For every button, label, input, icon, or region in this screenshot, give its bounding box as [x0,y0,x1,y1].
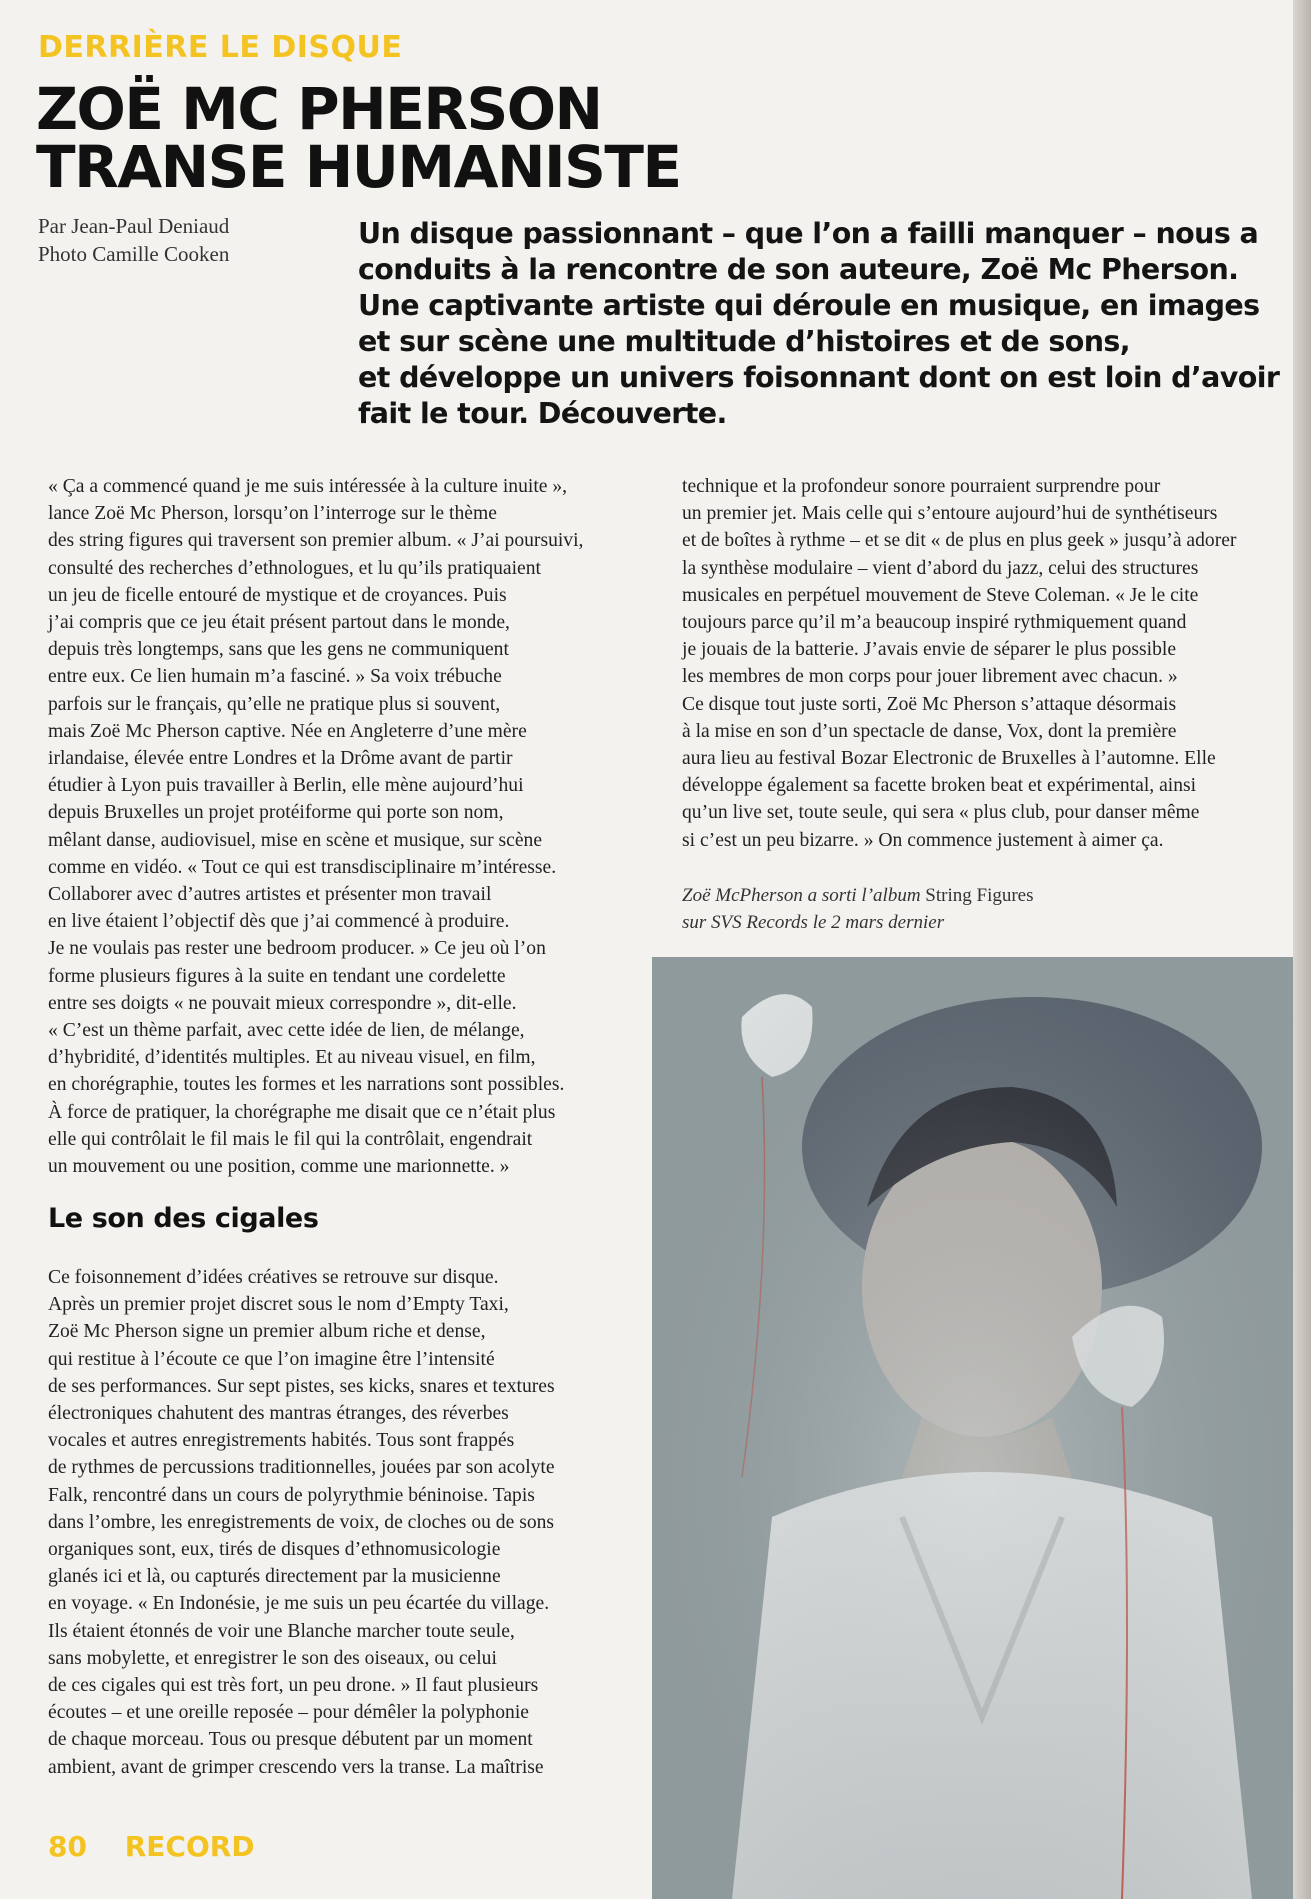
body-line: un jeu de ficelle entouré de mystique et de croyances. Puis [48,584,507,606]
body-column-left-bottom [48,1264,555,1781]
body-line: sans mobylette, et enregistrer le son des oiseaux, ou celui [48,1647,497,1669]
body-line: technique et la profondeur sonore pourraient surprendre pour [682,476,1161,497]
body-line: en live étaient l’objectif dès que j’ai commencé à produire. [48,911,510,933]
lead-line: et développe un univers foisonnant dont on est loin d’avoir [358,361,1280,394]
body-line: des string figures qui traversent son premier album. « J’ai poursuivi, [48,530,584,552]
body-line: Collaborer avec d’autres artistes et présenter mon travail [48,884,492,906]
lead-paragraph [358,216,1288,432]
body-line: « C’est un thème parfait, avec cette idée de lien, de mélange, [48,1020,525,1042]
body-line: Ce disque tout juste sorti, Zoë Mc Pherson s’attaque désormais [682,693,1177,715]
body-line: si c’est un peu bizarre. » On commence justement à aimer ça. [682,829,1164,851]
body-line: les membres de mon corps pour jouer librement avec chacun. » [682,666,1178,688]
body-line: qui restitue à l’écoute ce que l’on imagine être l’intensité [48,1348,495,1370]
body-line: Après un premier projet discret sous le nom d’Empty Taxi, [48,1294,509,1316]
body-line: développe également sa facette broken beat et expérimental, ainsi [682,775,1197,797]
body-line: un mouvement ou une position, comme une marionnette. » [48,1156,510,1178]
body-line: toujours parce qu’il m’a beaucoup inspiré rythmiquement quand [682,612,1187,634]
body-line: Ils étaient étonnés de voir une Blanche marcher toute seule, [48,1620,515,1642]
body-line: entre ses doigts « ne pouvait mieux correspondre », dit-elle. [48,992,517,1014]
body-line: Je ne voulais pas rester une bedroom producer. » Ce jeu où l’on [48,938,546,960]
lead-line: fait le tour. Découverte. [358,397,727,430]
body-line: comme en vidéo. « Tout ce qui est transdisciplinaire m’intéresse. [48,856,557,878]
photo-credit: Photo Camille Cooken [38,242,230,266]
body-line: la synthèse modulaire – vient d’abord du jazz, celui des structures [682,557,1199,579]
body-column-right [682,473,1236,854]
article-title [36,75,681,201]
caption-line: sur SVS Records le 2 mars dernier [682,912,945,933]
body-line: de rythmes de percussions traditionnelles, jouées par son acolyte [48,1457,555,1479]
body-line: parfois sur le français, qu’elle ne pratique plus si souvent, [48,693,501,715]
body-line: lance Zoë Mc Pherson, lorsqu’on l’interroge sur le thème [48,503,497,525]
body-line: forme plusieurs figures à la suite en tendant une cordelette [48,965,506,987]
artist-photo [652,957,1293,1899]
body-line: et de boîtes à rythme – et se dit « de plus en plus geek » jusqu’à adorer [682,530,1237,552]
body-line: écoutes – et une oreille reposée – pour démêler la polyphonie [48,1702,529,1724]
body-line: de ses performances. Sur sept pistes, ses kicks, snares et textures [48,1375,555,1397]
body-line: électroniques chahutent des mantras étranges, des réverbes [48,1403,509,1425]
page-footer [48,1830,255,1863]
byline [38,212,229,268]
body-line: à la mise en son d’un spectacle de danse, Vox, dont la première [682,720,1177,742]
body-line: mais Zoë Mc Pherson captive. Née en Angleterre d’une mère [48,720,527,742]
body-line: en voyage. « En Indonésie, je me suis un peu écartée du village. [48,1593,550,1615]
body-line: qu’un live set, toute seule, qui sera « plus club, pour danser même [682,802,1200,824]
body-line: À force de pratiquer, la chorégraphe me disait que ce n’était plus [48,1101,556,1123]
body-line: mêlant danse, audiovisuel, mise en scène et musique, sur scène [48,829,543,851]
body-line: depuis très longtemps, sans que les gens ne communiquent [48,639,509,661]
body-line: je jouais de la batterie. J’avais envie de séparer le plus possible [682,639,1177,661]
body-line: en chorégraphie, toutes les formes et les narrations sont possibles. [48,1074,565,1096]
body-column-left-top [48,473,583,1180]
title-line: ZOË MC PHERSON [36,75,602,143]
album-title: String Figures [925,885,1034,906]
title-line: TRANSE HUMANISTE [36,133,681,201]
section-kicker: DERRIÈRE LE DISQUE [38,30,403,65]
photo-caption [682,882,1034,936]
body-line: dans l’ombre, les enregistrements de voix, de cloches ou de sons [48,1511,555,1533]
caption-line: Zoë McPherson a sorti l’album String Figures [682,885,1034,906]
body-line: un premier jet. Mais celle qui s’entoure aujourd’hui de synthétiseurs [682,503,1218,525]
page-edge-shadow [1293,0,1311,1899]
body-line: ambient, avant de grimper crescendo vers la transe. La maîtrise [48,1756,544,1778]
body-line: irlandaise, élevée entre Londres et la Drôme avant de partir [48,748,513,770]
lead-line: et sur scène une multitude d’histoires et de sons, [358,325,1131,358]
lead-line: Une captivante artiste qui déroule en musique, en images [358,289,1260,322]
page-number: 80 [48,1830,87,1863]
body-line: elle qui contrôlait le fil mais le fil qui la contrôlait, engendrait [48,1128,533,1150]
author-credit: Par Jean-Paul Deniaud [38,214,230,238]
lead-line: Un disque passionnant – que l’on a failli manquer – nous a [358,217,1259,250]
body-line: j’ai compris que ce jeu était présent partout dans le monde, [48,612,510,634]
body-line: musicales en perpétuel mouvement de Steve Coleman. « Je le cite [682,584,1199,606]
body-line: « Ça a commencé quand je me suis intéressée à la culture inuite », [48,476,568,497]
section-subheading: Le son des cigales [48,1203,319,1234]
body-line: d’hybridité, d’identités multiples. Et au niveau visuel, en film, [48,1047,536,1069]
body-line: vocales et autres enregistrements habités. Tous sont frappés [48,1430,515,1452]
lead-line: conduits à la rencontre de son auteure, Zoë Mc Pherson. [358,253,1239,286]
magazine-name: RECORD [124,1830,255,1863]
body-line: depuis Bruxelles un projet protéiforme qui porte son nom, [48,802,504,824]
body-line: Ce foisonnement d’idées créatives se retrouve sur disque. [48,1267,499,1288]
body-line: glanés ici et là, ou capturés directement par la musicienne [48,1566,501,1588]
body-line: Falk, rencontré dans un cours de polyrythmie béninoise. Tapis [48,1484,535,1506]
body-line: entre eux. Ce lien humain m’a fasciné. » Sa voix trébuche [48,666,502,688]
body-line: aura lieu au festival Bozar Electronic de Bruxelles à l’automne. Elle [682,748,1216,770]
body-line: organiques sont, eux, tirés de disques d’ethnomusicologie [48,1539,501,1561]
body-line: Zoë Mc Pherson signe un premier album riche et dense, [48,1321,486,1343]
body-line: consulté des recherches d’ethnologues, et lu qu’ils pratiquaient [48,557,541,579]
photo-illustration [652,957,1293,1899]
body-line: étudier à Lyon puis travailler à Berlin, elle mène aujourd’hui [48,775,524,797]
body-line: de chaque morceau. Tous ou presque débutent par un moment [48,1729,533,1751]
body-line: de ces cigales qui est très fort, un peu drone. » Il faut plusieurs [48,1675,539,1697]
